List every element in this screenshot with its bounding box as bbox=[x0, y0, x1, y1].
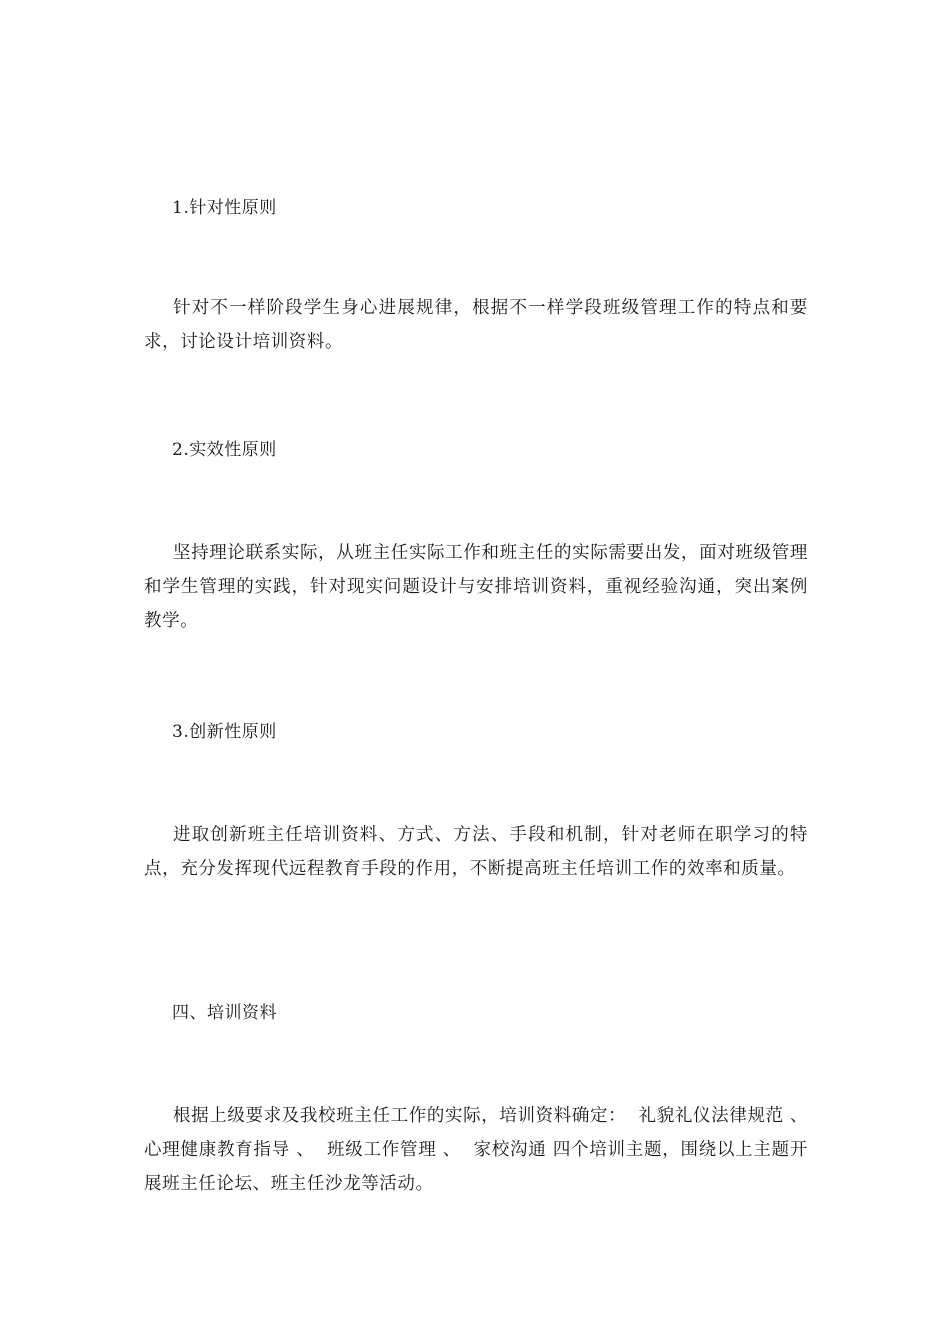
section-paragraph-targeted-principle: 针对不一样阶段学生身心进展规律，根据不一样学段班级管理工作的特点和要求，讨论设计培训资料。 bbox=[144, 298, 808, 352]
section-heading-targeted-principle: 1.针对性原则 bbox=[172, 198, 277, 218]
section-paragraph-effectiveness-principle: 坚持理论联系实际，从班主任实际工作和班主任的实际需要出发，面对班级管理和学生管理的实践，针对现实问题设计与安排培训资料，重视经验沟通，突出案例教学。 bbox=[144, 543, 808, 631]
section-paragraph-training-materials: 根据上级要求及我校班主任工作的实际，培训资料确定： 礼貌礼仪法律规范 、 心理健康教育指导 、 班级工作管理 、 家校沟通 四个培训主题，围绕以上主题开展班主任论坛、班主任沙龙等活动。 bbox=[144, 1106, 821, 1194]
section-heading-training-materials: 四、培训资料 bbox=[172, 1003, 277, 1023]
section-paragraph-innovation-principle: 进取创新班主任培训资料、方式、方法、手段和机制，针对老师在职学习的特点，充分发挥现代远程教育手段的作用，不断提高班主任培训工作的效率和质量。 bbox=[144, 825, 808, 879]
section-heading-innovation-principle: 3.创新性原则 bbox=[172, 722, 277, 742]
section-heading-effectiveness-principle: 2.实效性原则 bbox=[172, 440, 277, 460]
